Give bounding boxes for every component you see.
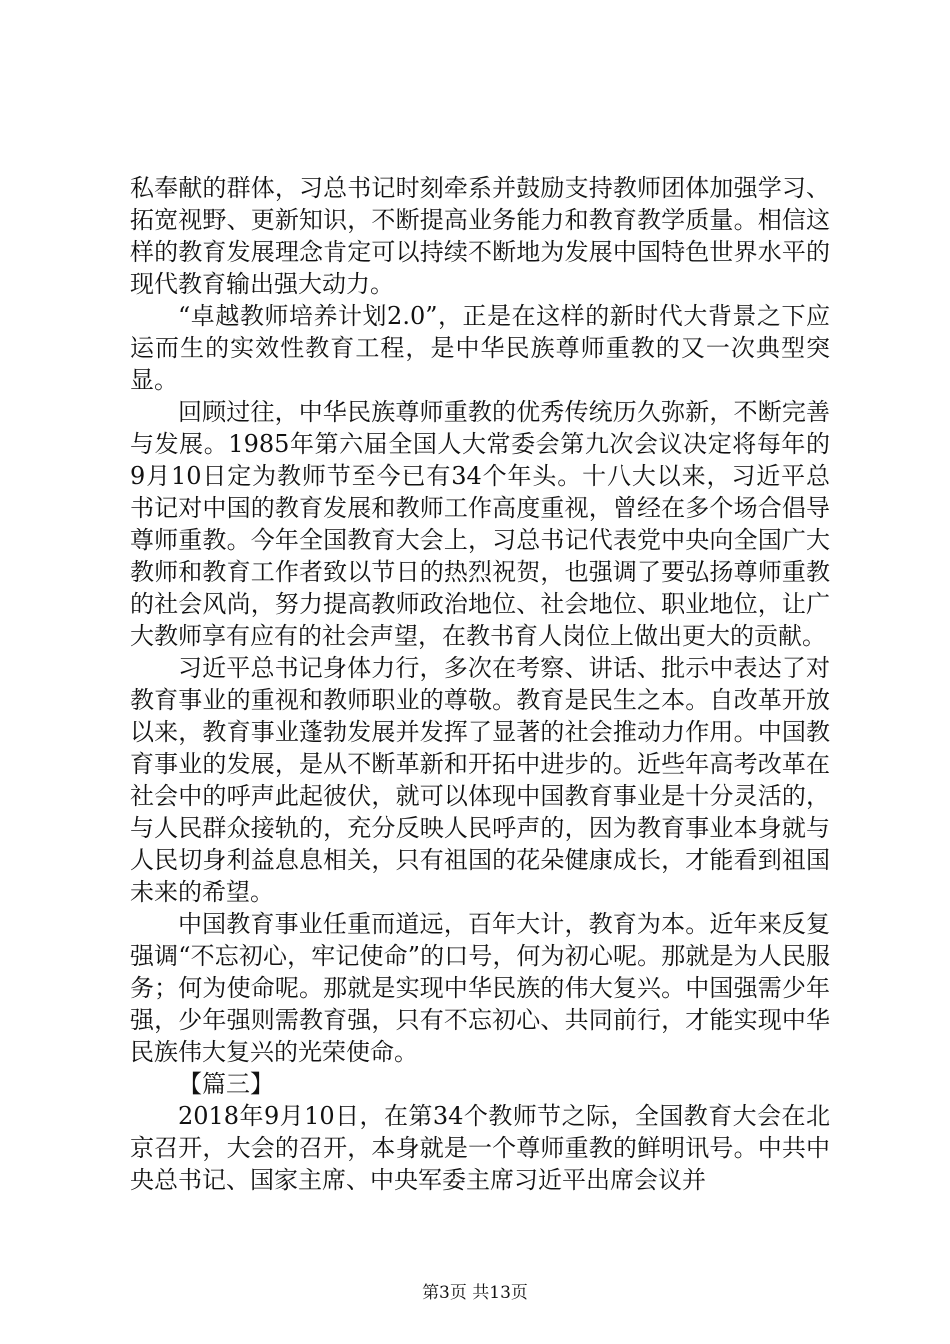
paragraph-4: 习近平总书记身体力行，多次在考察、讲话、批示中表达了对教育事业的重视和教师职业的尊敬。教育是民生之本。自改革开放以来，教育事业蓬勃发展并发挥了显著的社会推动力作用。中国教育事业的发展，是从不断革新和开拓中进步的。近些年高考改革在社会中的呼声此起彼伏，就可以体现中国教育事业是十分灵活的，与人民群众接轨的，充分反映人民呼声的，因为教育事业本身就与人民切身利益息息相关，只有祖国的花朵健康成长，才能看到祖国未来的希望。 bbox=[130, 654, 830, 906]
paragraph-5: 中国教育事业任重而道远，百年大计，教育为本。近年来反复强调“不忘初心，牢记使命”的口号，何为初心呢。那就是为人民服务；何为使命呢。那就是实现中华民族的伟大复兴。中国强需少年强，少年强则需教育强，只有不忘初心、共同前行，才能实现中华民族伟大复兴的光荣使命。 bbox=[130, 910, 830, 1066]
paragraph-6: 2018年9月10日，在第34个教师节之际，全国教育大会在北京召开，大会的召开，本身就是一个尊师重教的鲜明讯号。中共中央总书记、国家主席、中央军委主席习近平出席会议并 bbox=[130, 1102, 830, 1194]
section-heading: 【篇三】 bbox=[178, 1070, 274, 1098]
paragraph-2: “卓越教师培养计划2.0”，正是在这样的新时代大背景之下应运而生的实效性教育工程，是中华民族尊师重教的又一次典型突显。 bbox=[130, 302, 830, 394]
paragraph-1: 私奉献的群体，习总书记时刻牵系并鼓励支持教师团体加强学习、拓宽视野、更新知识，不断提高业务能力和教育教学质量。相信这样的教育发展理念肯定可以持续不断地为发展中国特色世界水平的现代教育输出强大动力。 bbox=[130, 174, 830, 298]
paragraph-3: 回顾过往，中华民族尊师重教的优秀传统历久弥新，不断完善与发展。1985年第六届全国人大常委会第九次会议决定将每年的9月10日定为教师节至今已有34个年头。十八大以来，习近平总书记对中国的教育发展和教师工作高度重视，曾经在多个场合倡导尊师重教。今年全国教育大会上，习总书记代表党中央向全国广大教师和教育工作者致以节日的热烈祝贺，也强调了要弘扬尊师重教的社会风尚，努力提高教师政治地位、社会地位、职业地位，让广大教师享有应有的社会声望，在教书育人岗位上做出更大的贡献。 bbox=[130, 398, 830, 650]
document-body bbox=[130, 172, 830, 1196]
page-number: 第3页 共13页 bbox=[422, 1283, 528, 1303]
